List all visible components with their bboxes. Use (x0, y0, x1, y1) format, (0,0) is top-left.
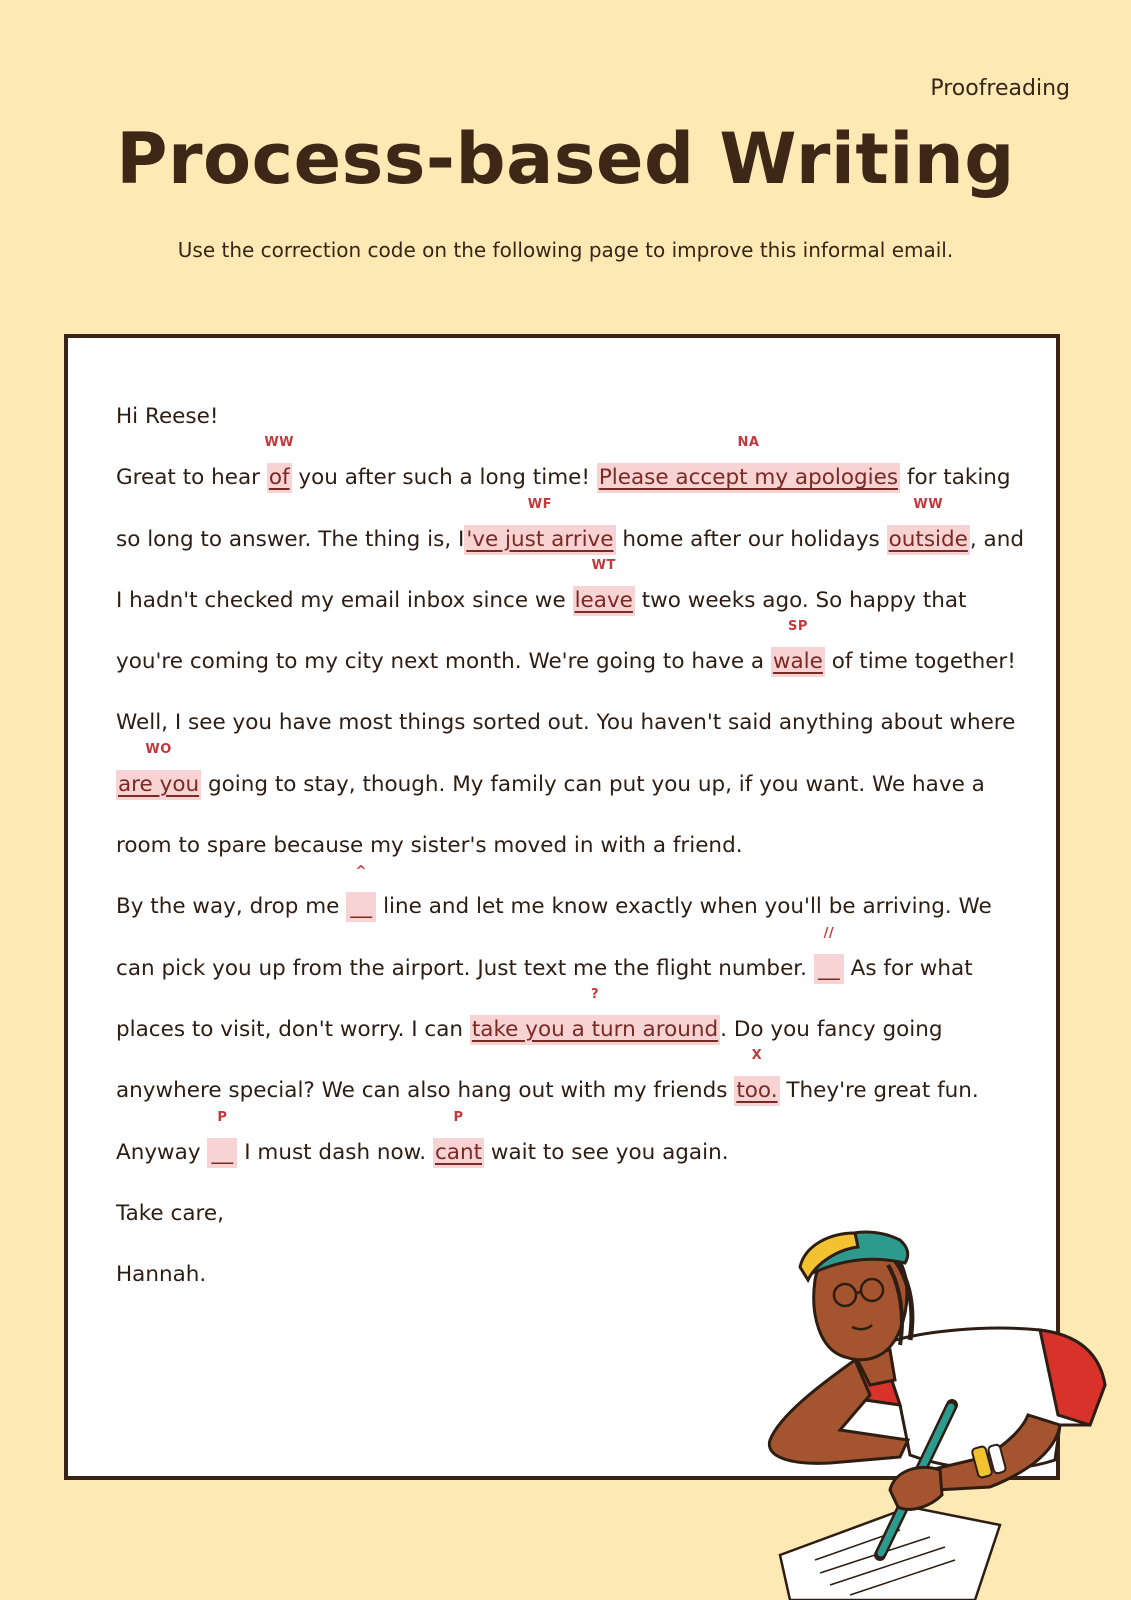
marked-text: wale (772, 649, 823, 675)
text-run: for taking so long to answer. The thing is, I (116, 465, 1011, 552)
correction-mark (116, 741, 201, 800)
marked-text: 've just arrive (466, 526, 614, 552)
marked-text: Please accept my apologies (598, 465, 899, 491)
hand (890, 1467, 942, 1509)
correction-code: WT (591, 557, 616, 573)
text-run: Anyway (116, 1139, 208, 1165)
text-run: Well, I see you have most things sorted out. You haven't said anything about where (116, 710, 1016, 736)
correction-mark (771, 619, 825, 677)
text-run: of time together! (824, 649, 1016, 675)
text-run: wait to see you again. (484, 1139, 729, 1165)
correction-code: WW (913, 496, 944, 512)
text-run: They're great fun. (779, 1078, 979, 1104)
correction-mark (734, 1048, 779, 1106)
marked-text: cant (434, 1139, 483, 1165)
correction-mark (433, 1109, 484, 1168)
text-run: line and let me know exactly when you'll be arriving. We can pick you up from the airport. Just text me the flight number. (116, 894, 992, 981)
email-body (116, 386, 1026, 1305)
marked-text: __ (211, 1139, 234, 1165)
correction-code: ? (590, 986, 600, 1002)
text-run: . Do you fancy going anywhere special? We can also hang out with my friends (116, 1016, 943, 1104)
email-paragraph-2 (116, 692, 1026, 876)
marked-text: too. (736, 1078, 778, 1104)
correction-mark (814, 925, 844, 984)
text-run: I must dash now. (237, 1139, 433, 1165)
marked-text: __ (350, 894, 372, 920)
correction-code: SP (787, 619, 808, 635)
correction-code: WW (264, 435, 295, 451)
text-run: you after such a long time! (291, 465, 597, 491)
correction-mark (464, 496, 615, 555)
correction-code: // (823, 925, 835, 941)
correction-mark (470, 986, 720, 1045)
correction-code: WF (527, 496, 553, 512)
correction-mark (597, 435, 900, 493)
correction-mark (887, 496, 970, 555)
correction-code: P (217, 1109, 228, 1125)
correction-code: P (453, 1109, 464, 1125)
correction-code: WO (145, 741, 172, 757)
text-run: As for what places to visit, don't worry. I can (116, 955, 973, 1042)
text-run: home after our holidays (615, 526, 887, 552)
correction-code: NA (737, 435, 760, 451)
student-writing-illustration (760, 1225, 1131, 1600)
correction-mark (573, 557, 635, 616)
marked-text: leave (574, 587, 633, 613)
marked-text: of (268, 465, 290, 491)
page-title: Process-based Writing (116, 118, 1015, 200)
marked-text: take you a turn around (471, 1016, 719, 1042)
email-signoff: Take care, (116, 1200, 224, 1226)
text-run: , and I hadn't checked my email inbox since we (116, 526, 1024, 613)
page-subtitle: Use the correction code on the following page to improve this informal email. (177, 238, 954, 262)
email-signature: Hannah. (116, 1262, 207, 1288)
email-greeting: Hi Reese! (116, 404, 219, 429)
marked-text: __ (818, 955, 840, 981)
correction-mark (207, 1109, 237, 1168)
email-paragraph-1 (116, 435, 1026, 692)
section-label: Proofreading (930, 76, 1070, 101)
text-run: two weeks ago. So happy that you're coming to my city next month. We're going to have a (116, 587, 967, 675)
correction-code: ^ (355, 864, 367, 880)
text-run: By the way, drop me (116, 894, 347, 920)
marked-text: outside (888, 526, 968, 552)
email-paragraph-4 (116, 1109, 1026, 1183)
correction-code: X (751, 1048, 763, 1064)
marked-text: are you (118, 771, 200, 797)
correction-mark (346, 864, 376, 922)
text-run: going to stay, though. My family can put you up, if you want. We have a room to spare because my sister's moved in with a friend. (116, 771, 985, 859)
correction-mark (264, 435, 295, 493)
text-run: Great to hear (116, 465, 267, 491)
email-paragraph-3 (116, 864, 1026, 1121)
